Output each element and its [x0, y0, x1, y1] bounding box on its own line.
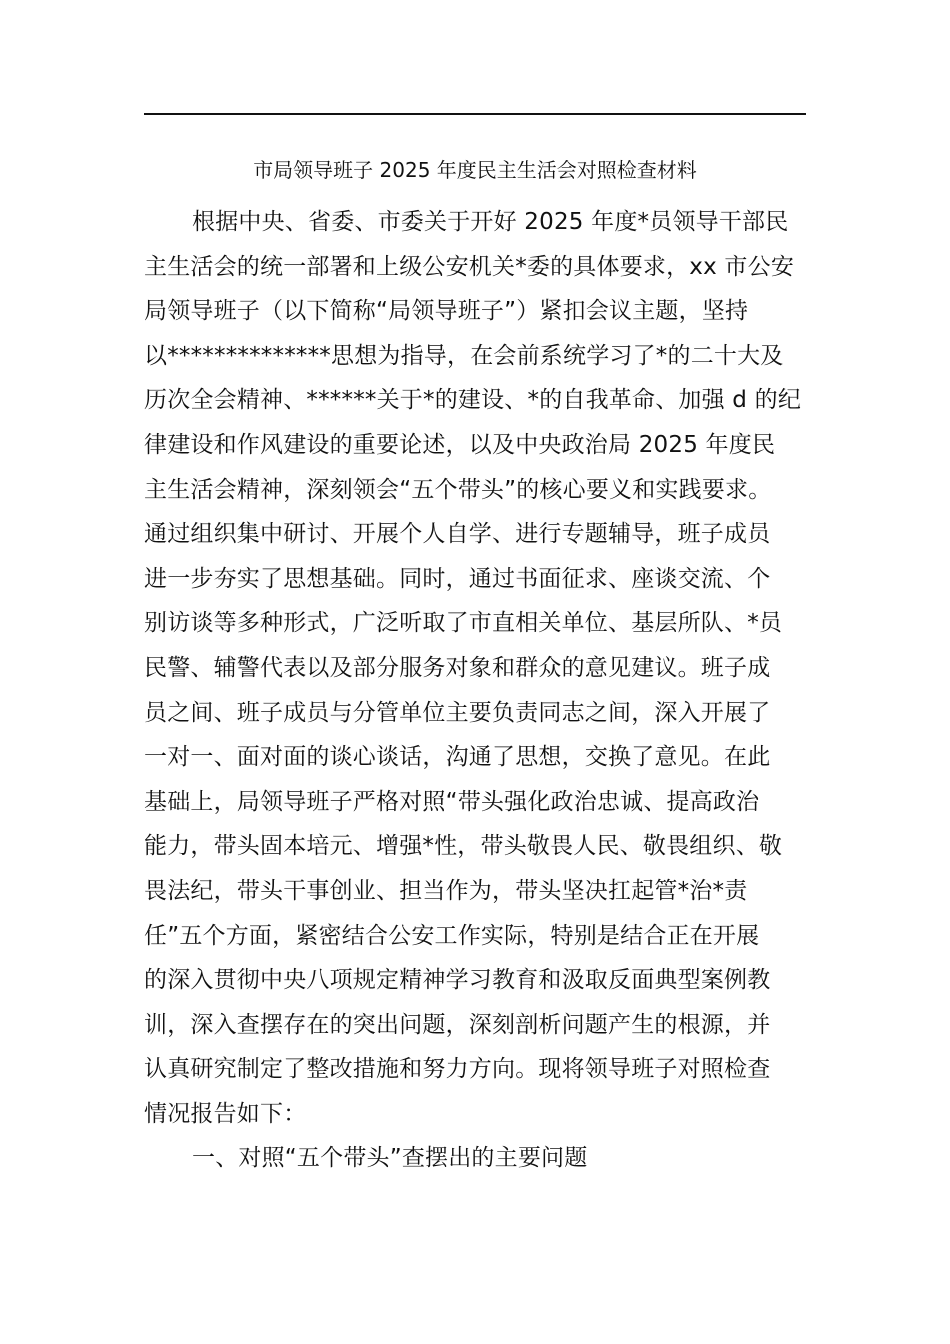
body-line: 根据中央、省委、市委关于开好 2025 年度*员领导干部民 [192, 209, 789, 235]
body-line: 民警、辅警代表以及部分服务对象和群众的意见建议。班子成 [144, 654, 771, 681]
body-line: 训，深入查摆存在的突出问题，深刻剖析问题产生的根源，并 [144, 1011, 771, 1038]
document-body [144, 200, 824, 1181]
body-line: 进一步夯实了思想基础。同时，通过书面征求、座谈交流、个 [144, 565, 771, 592]
header-rule [144, 113, 806, 115]
body-line: 主生活会的统一部署和上级公安机关*委的具体要求，xx 市公安 [144, 253, 795, 280]
section-heading: 一、对照“五个带头”查摆出的主要问题 [192, 1145, 588, 1172]
body-line: 历次全会精神、******关于*的建设、*的自我革命、加强 d 的纪 [144, 387, 802, 414]
body-line: 局领导班子（以下简称“局领导班子”）紧扣会议主题，坚持 [144, 298, 749, 325]
body-line: 律建设和作风建设的重要论述，以及中央政治局 2025 年度民 [144, 431, 776, 458]
body-line: 基础上，局领导班子严格对照“带头强化政治忠诚、提高政治 [144, 788, 760, 815]
body-line: 任”五个方面，紧密结合公安工作实际，特别是结合正在开展 [144, 922, 760, 949]
document-title: 市局领导班子 2025 年度民主生活会对照检查材料 [253, 158, 697, 182]
body-line: 情况报告如下： [144, 1100, 307, 1127]
body-line: 能力，带头固本培元、增强*性，带头敬畏人民、敬畏组织、敬 [144, 833, 783, 860]
body-line: 认真研究制定了整改措施和努力方向。现将领导班子对照检查 [144, 1056, 771, 1083]
body-line: 通过组织集中研讨、开展个人自学、进行专题辅导，班子成员 [144, 521, 771, 548]
body-line: 一对一、面对面的谈心谈话，沟通了思想，交换了意见。在此 [144, 744, 771, 771]
body-line: 畏法纪，带头干事创业、担当作为，带头坚决扛起管*治*责 [144, 877, 748, 904]
body-line: 员之间、班子成员与分管单位主要负责同志之间，深入开展了 [144, 699, 771, 726]
body-line: 的深入贯彻中央八项规定精神学习教育和汲取反面典型案例教 [144, 967, 771, 994]
body-line: 主生活会精神，深刻领会“五个带头”的核心要义和实践要求。 [144, 476, 772, 503]
body-line: 别访谈等多种形式，广泛听取了市直相关单位、基层所队、*员 [144, 610, 783, 637]
body-line: 以**************思想为指导，在会前系统学习了*的二十大及 [144, 342, 784, 369]
